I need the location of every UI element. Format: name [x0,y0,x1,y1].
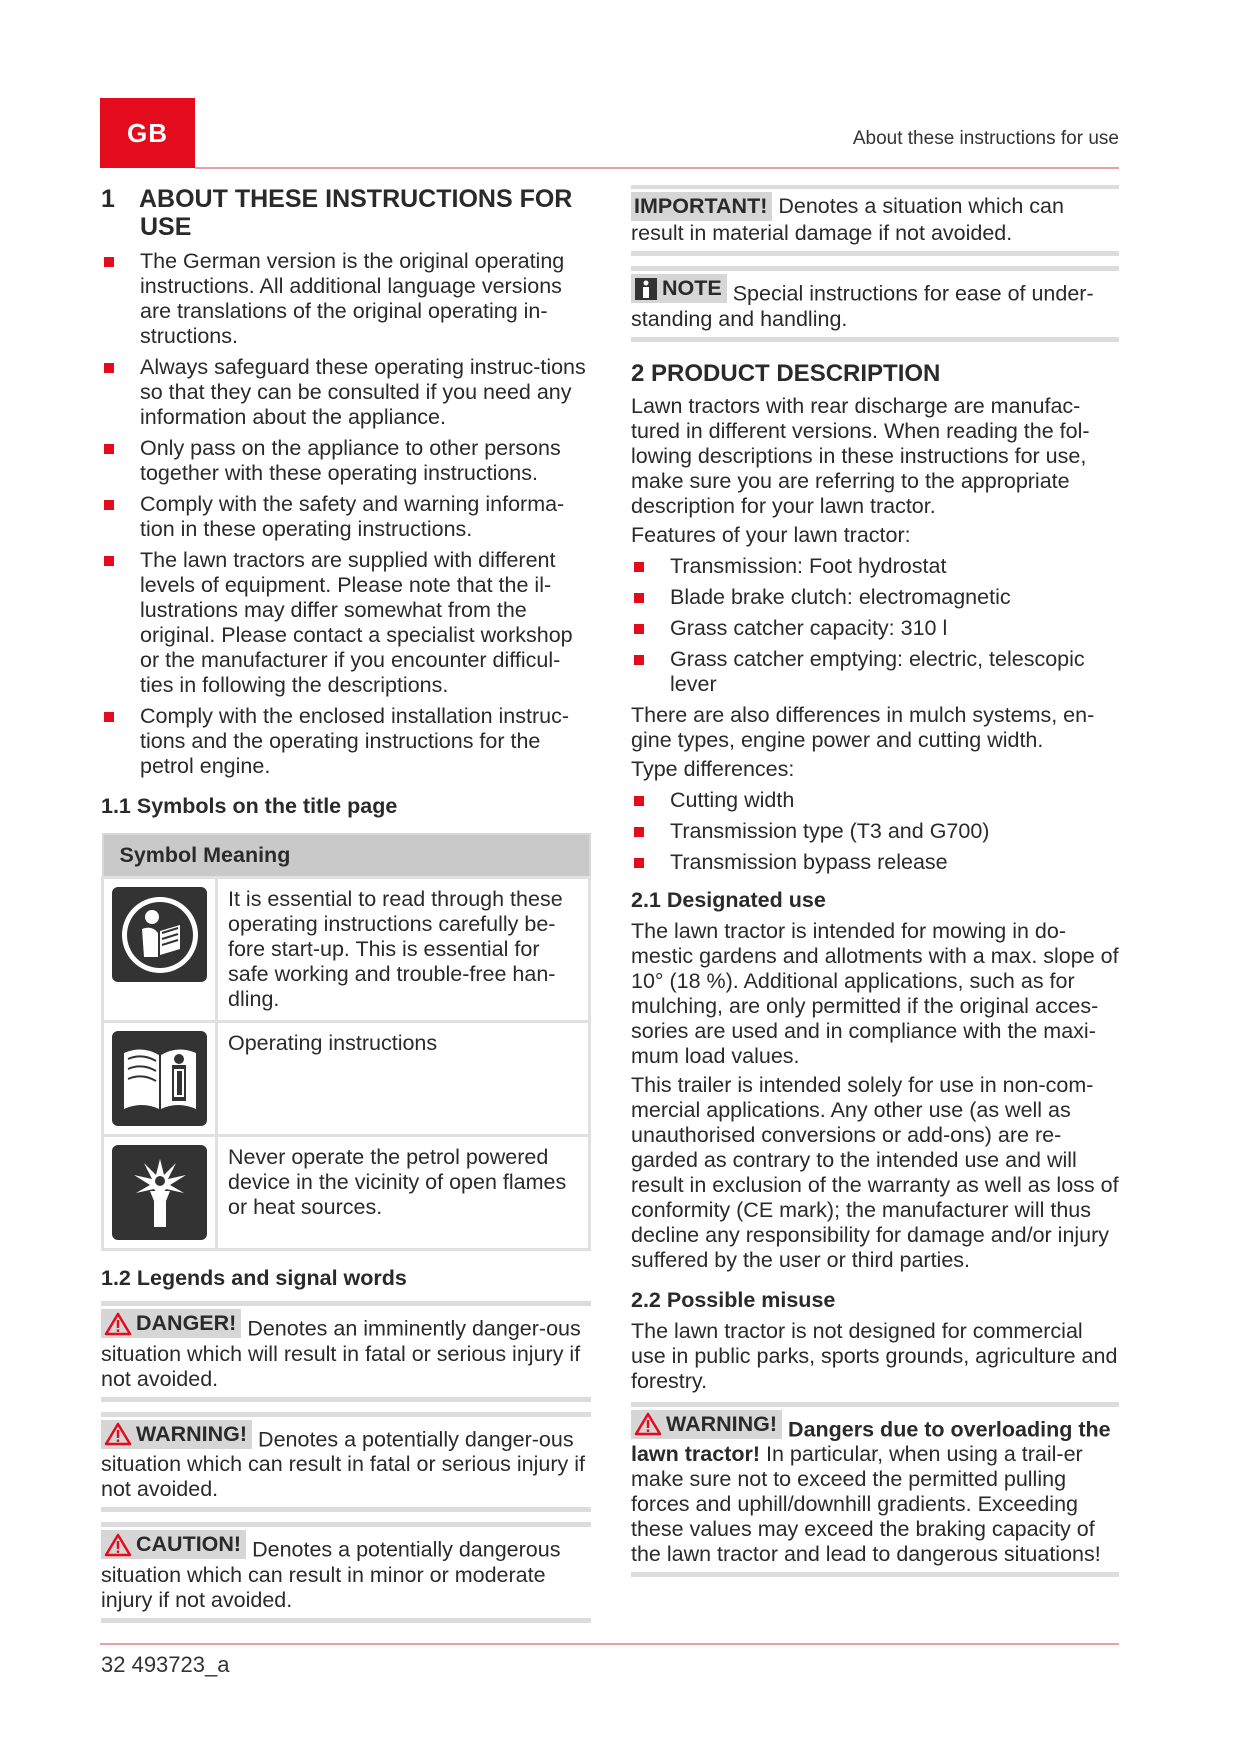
type-differences-list [631,788,1119,875]
warning-notice: WARNING! Denotes a potentially danger-ous situation which can result in fatal or serious injury if not avoided. [101,1412,591,1513]
list-item: The German version is the original operating instructions. All additional language versions are translations of the original operating in-structions. [101,249,591,349]
right-column [631,185,1119,1577]
differences-text: There are also differences in mulch systems, en-gine types, engine power and cutting width. [631,702,1095,752]
warning-triangle-icon [104,1422,132,1446]
type-differences-label: Type differences: [631,756,795,781]
symbol-meaning: It is essential to read through these operating instructions carefully be-fore start-up. This is essential for safe working and trouble-free han-dling. [217,878,590,1022]
info-icon [634,277,658,301]
open-flame-icon [112,1145,207,1240]
list-item: Grass catcher emptying: electric, telescopic lever [631,647,1119,697]
table-row [103,878,590,1022]
list-item: The lawn tractors are supplied with different levels of equipment. Please note that the il-lustrations may differ somewhat from the original. Please contact a specialist workshop or the manufacturer if you encounter difficul-ties in following the descriptions. [101,548,591,698]
important-notice: IMPORTANT! Denotes a situation which can result in material damage if not avoided. [631,185,1119,256]
header-divider [195,167,1119,169]
possible-misuse-para: The lawn tractor is not designed for commercial use in public parks, sports grounds, agriculture and forestry. [631,1318,1118,1393]
table-row [103,1136,590,1250]
language-tab: GB [100,98,195,168]
designated-use-para-1: The lawn tractor is intended for mowing in do-mestic gardens and allotments with a max. slope of 10° (18 %). Additional applications, such as for mulching, are only permitted if the original acces-sories are used and in compliance with the maxi-mum load values. [631,918,1119,1068]
section-1-bullets [101,249,591,779]
list-item: Always safeguard these operating instruc-tions so that they can be consulted if you need any information about the appliance. [101,355,591,430]
warning-triangle-icon [634,1412,662,1436]
section-2-1-title: 2.1 Designated use [631,887,826,912]
features-label: Features of your lawn tractor: [631,522,911,547]
section-2-title: 2 PRODUCT DESCRIPTION [631,359,941,387]
section-1-title: 1 ABOUT THESE INSTRUCTIONS FOR USE [101,185,573,241]
symbol-meaning: Never operate the petrol powered device in the vicinity of open flames or heat sources. [217,1136,590,1250]
note-notice: NOTE Special instructions for ease of under-standing and handling. [631,266,1119,342]
list-item: Transmission: Foot hydrostat [631,554,1119,579]
section-2-intro: Lawn tractors with rear discharge are manufac-tured in different versions. When reading the fol-lowing descriptions in these instructions for use, make sure you are referring to the appropriate description for your lawn tractor. [631,393,1090,518]
overloading-warning-notice: WARNING! Dangers due to overloading the lawn tractor! In particular, when using a trail-er make sure not to exceed the permitted pulling forces and uphill/downhill gradients. Exceeding these values may exceed the braking capacity of the lawn tractor and lead to dangerous situations! [631,1402,1119,1578]
list-item: Comply with the enclosed installation instruc-tions and the operating instructions for the petrol engine. [101,704,591,779]
list-item: Only pass on the appliance to other persons together with these operating instructions. [101,436,591,486]
document-number: 32 493723_a [101,1652,230,1677]
operating-instructions-book-icon [112,1031,207,1126]
section-1-2-title: 1.2 Legends and signal words [101,1266,407,1290]
symbol-meaning: Operating instructions [217,1022,590,1136]
features-list [631,554,1119,697]
read-manual-icon [112,887,207,982]
list-item: Blade brake clutch: electromagnetic [631,585,1119,610]
section-1-1-title: 1.1 Symbols on the title page [101,794,398,818]
danger-notice: DANGER! Denotes an imminently danger-ous situation which will result in fatal or serious injury if not avoided. [101,1301,591,1402]
section-2-2-title: 2.2 Possible misuse [631,1287,836,1312]
table-row [103,1022,590,1136]
list-item: Transmission type (T3 and G700) [631,819,1119,844]
list-item: Transmission bypass release [631,850,1119,875]
list-item: Cutting width [631,788,1119,813]
left-column [101,185,591,1623]
list-item: Comply with the safety and warning informa-tion in these operating instructions. [101,492,591,542]
designated-use-para-2: This trailer is intended solely for use in non-com-mercial applications. Any other use (as well as unauthorised conversions or add-ons) are re-garded as contrary to the intended use and will result in exclusion of the warranty as well as loss of conformity (CE mark); the manufacturer will thus decline any responsibility for damage and/or injury suffered by the user or third parties. [631,1072,1119,1272]
list-item: Grass catcher capacity: 310 l [631,616,1119,641]
symbols-table-header: Symbol Meaning [103,834,590,878]
footer-divider [100,1643,1119,1645]
caution-notice: CAUTION! Denotes a potentially dangerous situation which can result in minor or moderate injury if not avoided. [101,1522,591,1623]
warning-triangle-icon [104,1533,132,1557]
page-header-title: About these instructions for use [852,128,1119,149]
warning-triangle-icon [104,1312,132,1336]
symbols-table [101,833,591,1251]
